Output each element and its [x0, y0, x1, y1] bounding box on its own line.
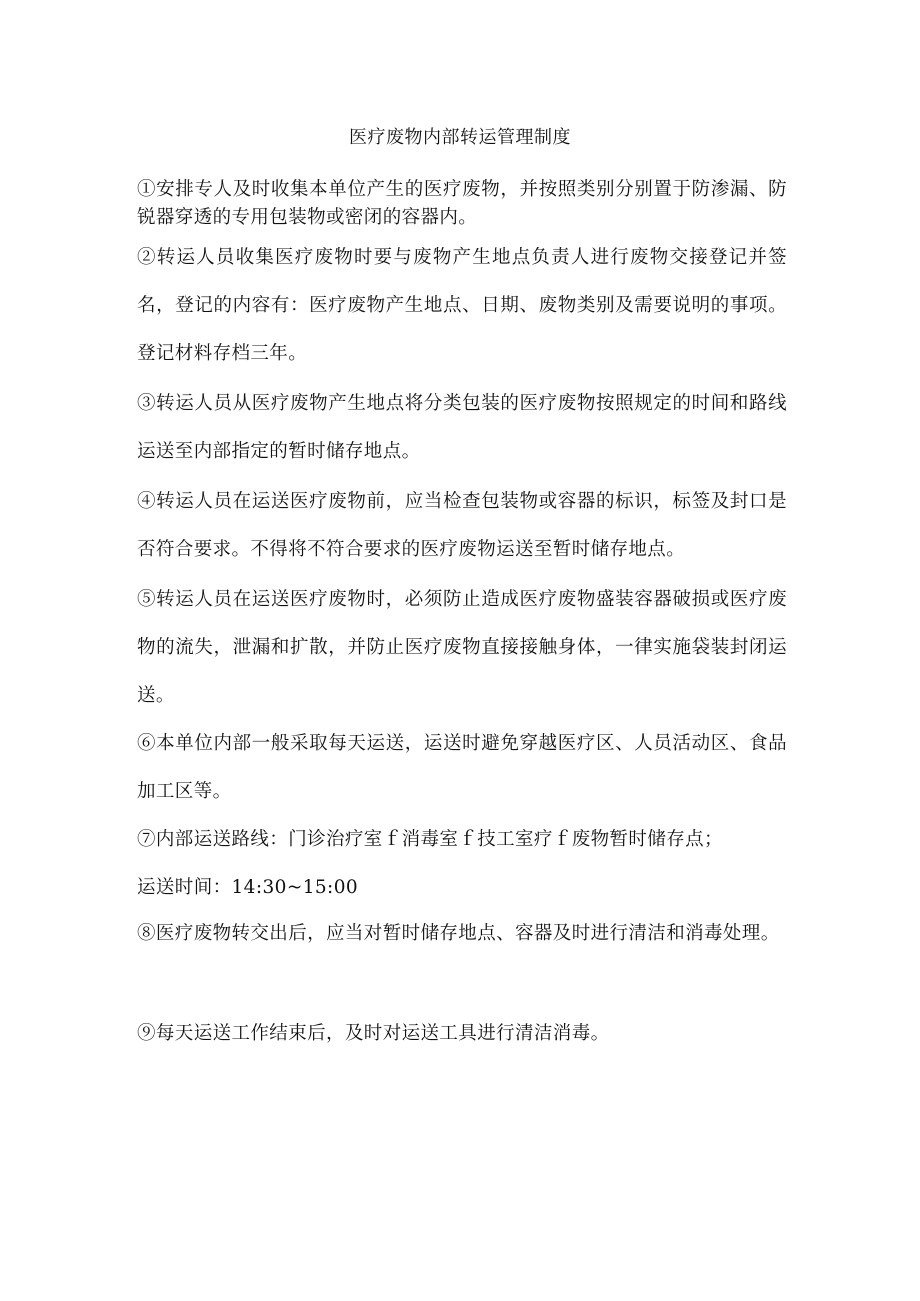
document-title: 医疗废物内部转运管理制度	[349, 127, 571, 148]
paragraph-3: ③转运人员从医疗废物产生地点将分类包装的医疗废物按照规定的时间和路线运送至内部指定的暂时储存地点。	[137, 393, 787, 462]
paragraph-8: 运送时间：14:30~15:00	[137, 877, 359, 898]
paragraph-10: ⑨每天运送工作结束后，及时对运送工具进行清洁消毒。	[137, 1023, 610, 1044]
paragraph-5: ⑤转运人员在运送医疗废物时，必须防止造成医疗废物盛装容器破损或医疗废物的流失，泄漏和扩散，并防止医疗废物直接接触身体，一律实施袋装封闭运送。	[137, 589, 787, 706]
paragraph-4: ④转运人员在运送医疗废物前，应当检查包装物或容器的标识，标签及封口是否符合要求。不得将不符合要求的医疗废物运送至暂时储存地点。	[137, 491, 787, 560]
paragraph-9: ⑧医疗废物转交出后，应当对暂时储存地点、容器及时进行清洁和消毒处理。	[137, 923, 780, 944]
paragraph-7: ⑦内部运送路线：门诊治疗室ｆ消毒室ｆ技工室疗ｆ废物暂时储存点；	[137, 829, 723, 850]
paragraph-2: ②转运人员收集医疗废物时要与废物产生地点负责人进行废物交接登记并签名，登记的内容有：医疗废物产生地点、日期、废物类别及需要说明的事项。登记材料存档三年。	[137, 247, 787, 364]
paragraph-1: ①安排专人及时收集本单位产生的医疗废物，并按照类别分别置于防渗漏、防锐器穿透的专用包装物或密闭的容器内。	[137, 179, 787, 228]
paragraph-6: ⑥本单位内部一般采取每天运送，运送时避免穿越医疗区、人员活动区、食品加工区等。	[137, 733, 787, 802]
